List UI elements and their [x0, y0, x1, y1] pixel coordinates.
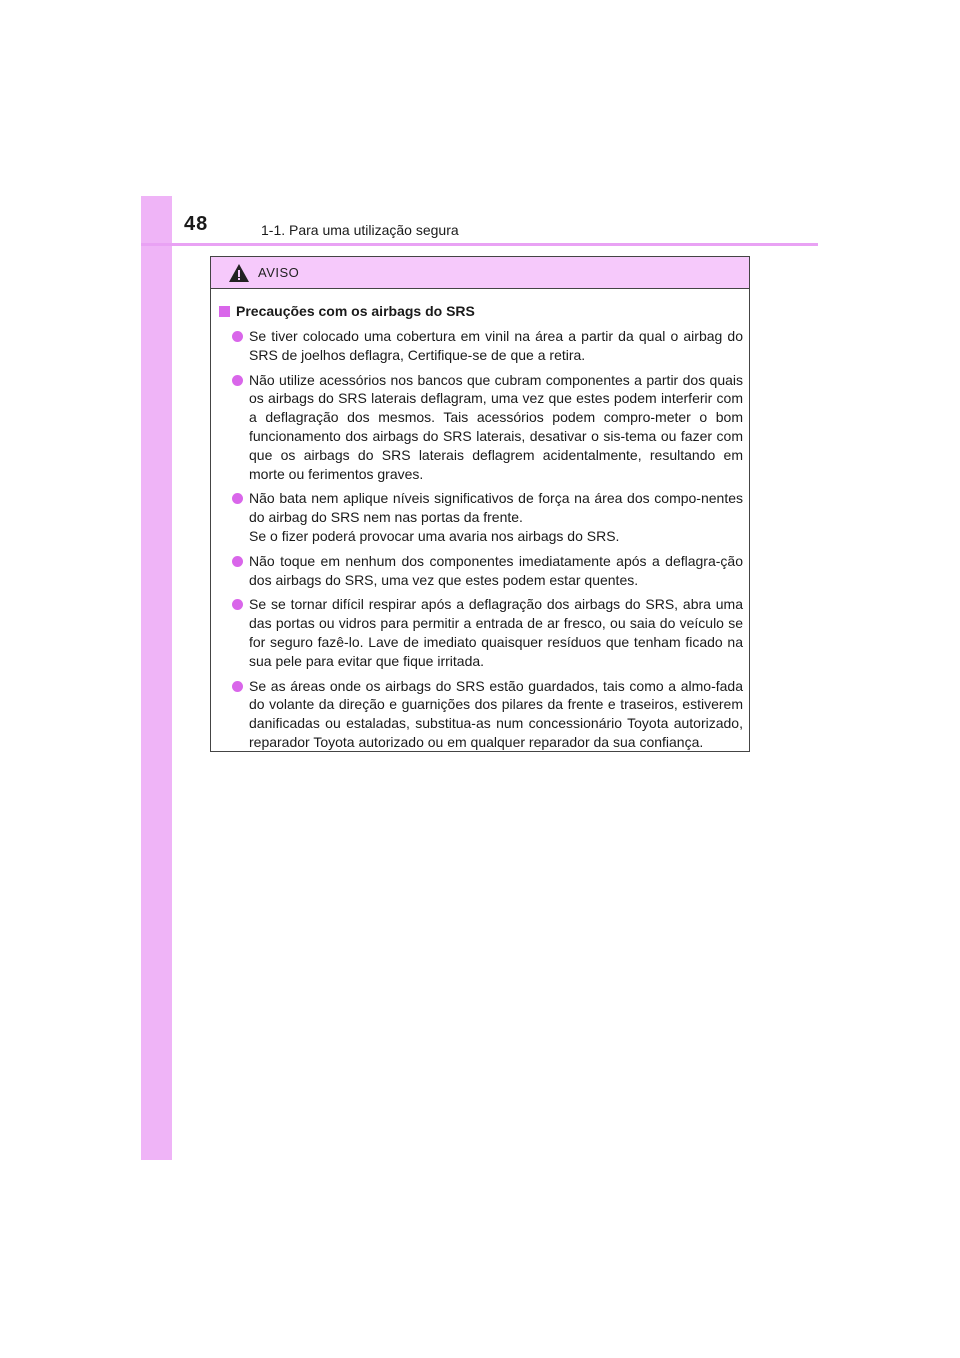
chapter-title: 1-1. Para uma utilização segura	[261, 222, 459, 238]
circle-bullet-icon	[232, 375, 243, 386]
list-item-text: Não utilize acessórios nos bancos que cubram componentes a partir dos quais os airbags do SRS laterais deflagram, uma vez que estes podem interferir com a deflagração dos mesmos. Tais acessórios podem compro-meter o bom funcionamento dos airbags do SRS laterais, desativar o sis-tema ou fazer com que os airbags do SRS laterais deflagrem acidentalmente, resultando em morte ou ferimentos graves.	[249, 371, 743, 482]
page-number: 48	[184, 213, 209, 235]
circle-bullet-icon	[232, 681, 243, 692]
square-bullet-icon	[219, 306, 230, 317]
section-heading	[219, 302, 743, 321]
warning-title: AVISO	[258, 265, 300, 280]
circle-bullet-icon	[232, 556, 243, 567]
list-item-text: Não toque em nenhum dos componentes imediatamente após a deflagra-ção dos airbags do SRS, uma vez que estes podem estar quentes.	[249, 552, 743, 588]
list-item-text: Não bata nem aplique níveis significativos de força na área dos compo-nentes do airbag do SRS nem nas portas da frente.	[249, 490, 743, 526]
side-color-band	[141, 196, 172, 1160]
list-item	[219, 595, 743, 670]
list-item	[219, 371, 743, 484]
list-item	[219, 552, 743, 590]
precaution-list	[219, 327, 743, 752]
section-heading-text: Precauções com os airbags do SRS	[236, 303, 475, 319]
warning-box	[210, 256, 750, 752]
circle-bullet-icon	[232, 493, 243, 504]
list-item-text-continued: Se o fizer poderá provocar uma avaria nos airbags do SRS.	[249, 527, 620, 544]
list-item	[219, 327, 743, 365]
circle-bullet-icon	[232, 331, 243, 342]
header-divider	[141, 243, 818, 246]
list-item	[219, 677, 743, 752]
warning-triangle-icon	[228, 263, 250, 283]
list-item-text: Se tiver colocado uma cobertura em vinil na área a partir da qual o airbag do SRS de joelhos deflagra, Certifique-se de que a retira.	[249, 328, 743, 363]
list-item-text: Se se tornar difícil respirar após a deflagração dos airbags do SRS, abra uma das portas ou vidros para permitir a entrada de ar fresco, ou saia do veículo se for seguro fazê-lo. Lave de imediato quaisquer resíduos que tenham ficado na sua pele para evitar que fique irritada.	[249, 596, 743, 669]
circle-bullet-icon	[232, 599, 243, 610]
warning-header	[211, 257, 749, 289]
warning-body	[211, 289, 749, 752]
list-item	[219, 489, 743, 545]
list-item-text: Se as áreas onde os airbags do SRS estão guardados, tais como a almo-fada do volante da direção e guarnições dos pilares da frente e traseiros, estiverem danificadas ou estaladas, substitua-as num concessionário Toyota autorizado, reparador Toyota autorizado ou em qualquer reparador da sua confiança.	[249, 677, 743, 750]
